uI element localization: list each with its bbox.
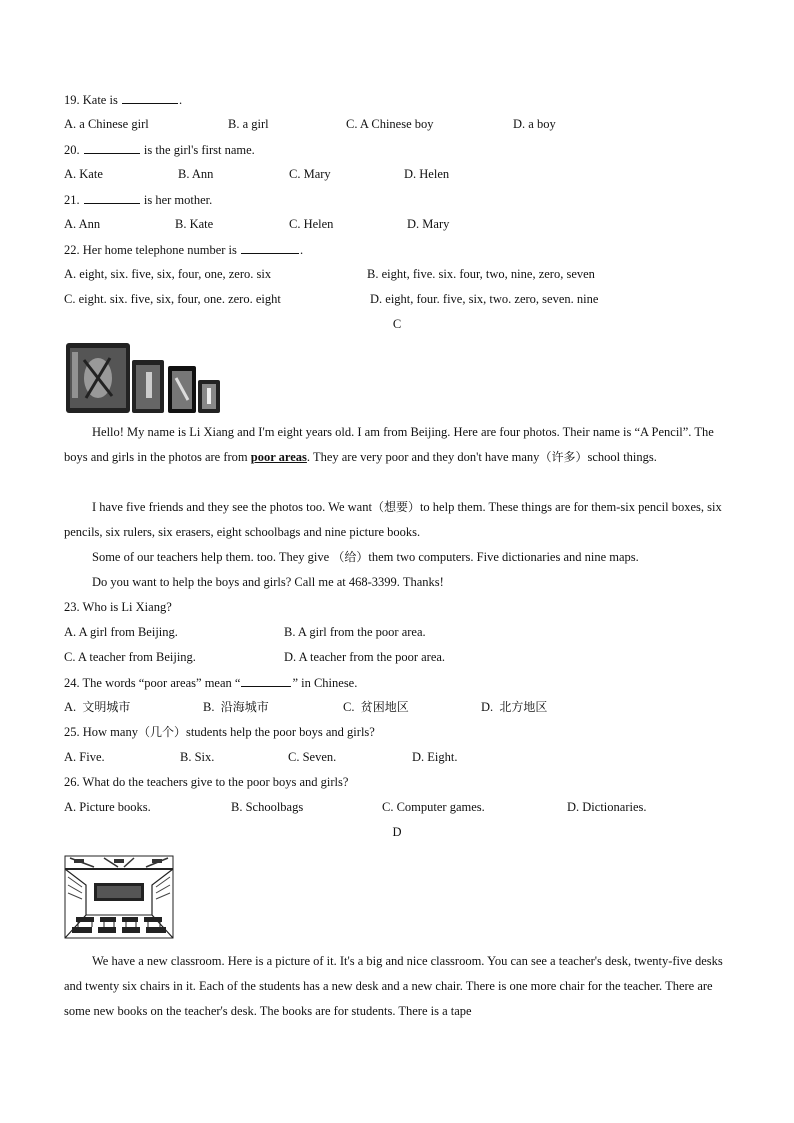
q23-option-a: A. A girl from Beijing. bbox=[64, 625, 178, 639]
q24-option-c: C. 贫困地区 bbox=[343, 700, 409, 714]
question-24-stem: 24. The words “poor areas” mean “ ” in Chinese. bbox=[64, 676, 358, 690]
q23-option-c: C. A teacher from Beijing. bbox=[64, 650, 196, 664]
q26-option-c: C. Computer games. bbox=[382, 800, 485, 814]
q22-option-d: D. eight, four. five, six, two. zero, seven. nine bbox=[370, 292, 599, 306]
answer-blank bbox=[84, 141, 140, 154]
question-25-stem: 25. How many（几个）students help the poor boys and girls? bbox=[64, 725, 375, 739]
q19-option-b: B. a girl bbox=[228, 117, 269, 131]
q25-option-d: D. Eight. bbox=[412, 750, 458, 764]
section-c-paragraph-3: Some of our teachers help them. too. They give （给）them two computers. Five dictionaries and nine maps. bbox=[92, 550, 639, 564]
q20-option-b: B. Ann bbox=[178, 167, 214, 181]
answer-blank bbox=[241, 674, 291, 687]
question-20-stem: 20. is the girl's first name. bbox=[64, 143, 255, 157]
question-19-stem: 19. Kate is . bbox=[64, 93, 183, 107]
q21-option-c: C. Helen bbox=[289, 217, 334, 231]
pencil-photos-image bbox=[64, 340, 222, 414]
section-c-paragraph-1: Hello! My name is Li Xiang and I'm eight years old. I am from Beijing. Here are four photos. Their name is “A Pencil”. The boys and girls in the photos are from poor areas. They are very poor and they don't have many（许多）school things. bbox=[64, 425, 714, 464]
section-c-label: C bbox=[392, 317, 402, 331]
q20-option-c: C. Mary bbox=[289, 167, 331, 181]
q24-option-a: A. 文明城市 bbox=[64, 700, 131, 714]
q20-option-d: D. Helen bbox=[404, 167, 450, 181]
answer-blank bbox=[84, 191, 140, 204]
q22-option-b: B. eight, five. six. four, two, nine, zero, seven bbox=[367, 267, 595, 281]
q23-option-d: D. A teacher from the poor area. bbox=[284, 650, 446, 664]
question-23-stem: 23. Who is Li Xiang? bbox=[64, 600, 172, 614]
q26-option-b: B. Schoolbags bbox=[231, 800, 304, 814]
q25-option-a: A. Five. bbox=[64, 750, 105, 764]
q21-option-d: D. Mary bbox=[407, 217, 450, 231]
q19-option-a: A. a Chinese girl bbox=[64, 117, 149, 131]
section-d-paragraph-1: We have a new classroom. Here is a picture of it. It's a big and nice classroom. You can see a teacher's desk, twenty-five desks and twenty six chairs in it. Each of the students has a new desk and a new chair. There is one more chair for the teacher. There are some new books on the teacher's desk. The books are for students. There is a tape bbox=[64, 954, 723, 1018]
q26-option-d: D. Dictionaries. bbox=[567, 800, 647, 814]
q22-option-a: A. eight, six. five, six, four, one, zero. six bbox=[64, 267, 272, 281]
q21-option-b: B. Kate bbox=[175, 217, 214, 231]
q22-option-c: C. eight. six. five, six, four, one. zero. eight bbox=[64, 292, 281, 306]
section-d-label: D bbox=[392, 825, 402, 839]
q24-option-b: B. 沿海城市 bbox=[203, 700, 269, 714]
q23-option-b: B. A girl from the poor area. bbox=[284, 625, 426, 639]
answer-blank bbox=[241, 241, 299, 254]
q25-option-b: B. Six. bbox=[180, 750, 215, 764]
answer-blank bbox=[122, 91, 178, 104]
q21-option-a: A. Ann bbox=[64, 217, 101, 231]
q24-option-d: D. 北方地区 bbox=[481, 700, 548, 714]
q25-option-c: C. Seven. bbox=[288, 750, 337, 764]
question-26-stem: 26. What do the teachers give to the poor boys and girls? bbox=[64, 775, 349, 789]
section-c-paragraph-2: I have five friends and they see the photos too. We want（想要）to help them. These things are for them-six pencil boxes, six pencils, six rulers, six erasers, eight schoolbags and nine picture books. bbox=[64, 500, 722, 539]
poor-areas-term: poor areas bbox=[250, 450, 307, 464]
q20-option-a: A. Kate bbox=[64, 167, 103, 181]
question-21-stem: 21. is her mother. bbox=[64, 193, 213, 207]
question-22-stem: 22. Her home telephone number is . bbox=[64, 243, 304, 257]
section-c-paragraph-4: Do you want to help the boys and girls? Call me at 468-3399. Thanks! bbox=[92, 575, 444, 589]
q19-option-c: C. A Chinese boy bbox=[346, 117, 434, 131]
q19-option-d: D. a boy bbox=[513, 117, 556, 131]
classroom-picture-image bbox=[64, 855, 174, 939]
q26-option-a: A. Picture books. bbox=[64, 800, 151, 814]
